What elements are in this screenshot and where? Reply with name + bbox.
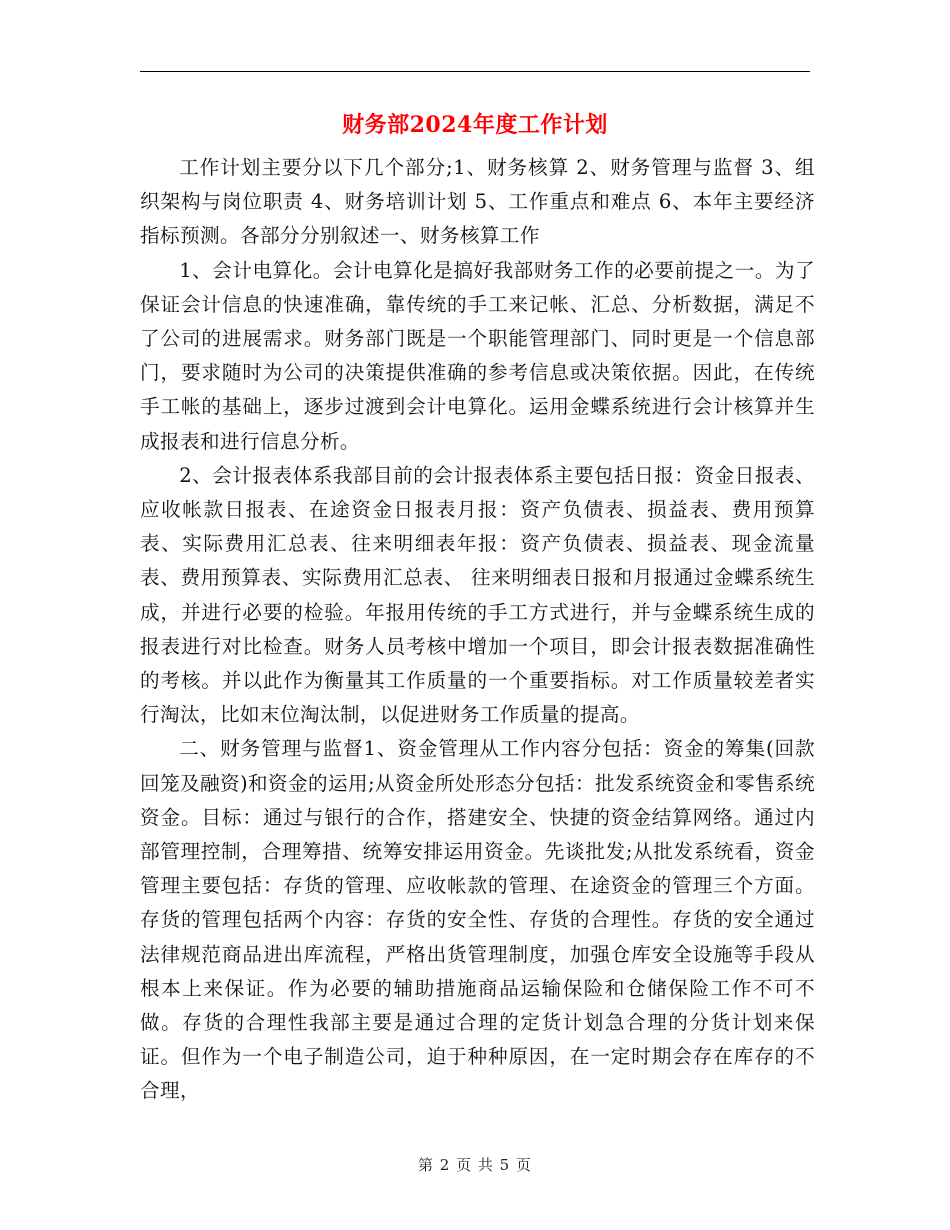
page-footer: 第 2 页 共 5 页 <box>418 1156 532 1174</box>
paragraph-computerized-accounting: 1、会计电算化。会计电算化是搞好我部财务工作的必要前提之一。为了保证会计信息的快速准确，靠传统的手工来记帐、汇总、分析数据，满足不了公司的进展需求。财务部门既是一个职能管理部门、同时更是一个信息部门，要求随时为公司的决策提供准确的参考信息或决策依据。因此，在传统手工帐的基础上，逐步过渡到会计电算化。运用金蝶系统进行会计核算并生成报表和进行信息分析。 <box>140 258 815 453</box>
document-body <box>140 151 815 1109</box>
paragraph-intro: 工作计划主要分以下几个部分;1、财务核算 2、财务管理与监督 3、组织架构与岗位职责 4、财务培训计划 5、工作重点和难点 6、本年主要经济指标预测。各部分分别叙述一、财务核算工作 <box>140 156 815 248</box>
paragraph-report-system: 2、会计报表体系我部目前的会计报表体系主要包括日报：资金日报表、应收帐款日报表、在途资金日报表月报：资产负债表、损益表、费用预算表、实际费用汇总表、往来明细表年报：资产负债表、损益表、现金流量表、费用预算表、实际费用汇总表、 往来明细表日报和月报通过金蝶系统生成，并进行必要的检验。年报用传统的手工方式进行，并与金蝶系统生成的报表进行对比检查。财务人员考核中增加一个项目，即会计报表数据准确性的考核。并以此作为衡量其工作质量的一个重要指标。对工作质量较差者实行淘汰，比如末位淘汰制，以促进财务工作质量的提高。 <box>140 463 815 727</box>
paragraph-fund-management: 二、财务管理与监督1、资金管理从工作内容分包括：资金的筹集(回款回笼及融资)和资金的运用;从资金所处形态分包括：批发系统资金和零售系统资金。目标：通过与银行的合作，搭建安全、快捷的资金结算网络。通过内部管理控制，合理筹措、统筹安排运用资金。先谈批发;从批发系统看，资金管理主要包括：存货的管理、应收帐款的管理、在途资金的管理三个方面。存货的管理包括两个内容：存货的安全性、存货的合理性。存货的安全通过法律规范商品进出库流程，严格出货管理制度，加强仓库安全设施等手段从根本上来保证。作为必要的辅助措施商品运输保险和仓储保险工作不可不做。存货的合理性我部主要是通过合理的定货计划急合理的分货计划来保证。但作为一个电子制造公司，迫于种种原因，在一定时期会存在库存的不合理， <box>140 737 815 1103</box>
document-title: 财务部2024年度工作计划 <box>342 112 608 138</box>
header-rule <box>140 71 810 72</box>
